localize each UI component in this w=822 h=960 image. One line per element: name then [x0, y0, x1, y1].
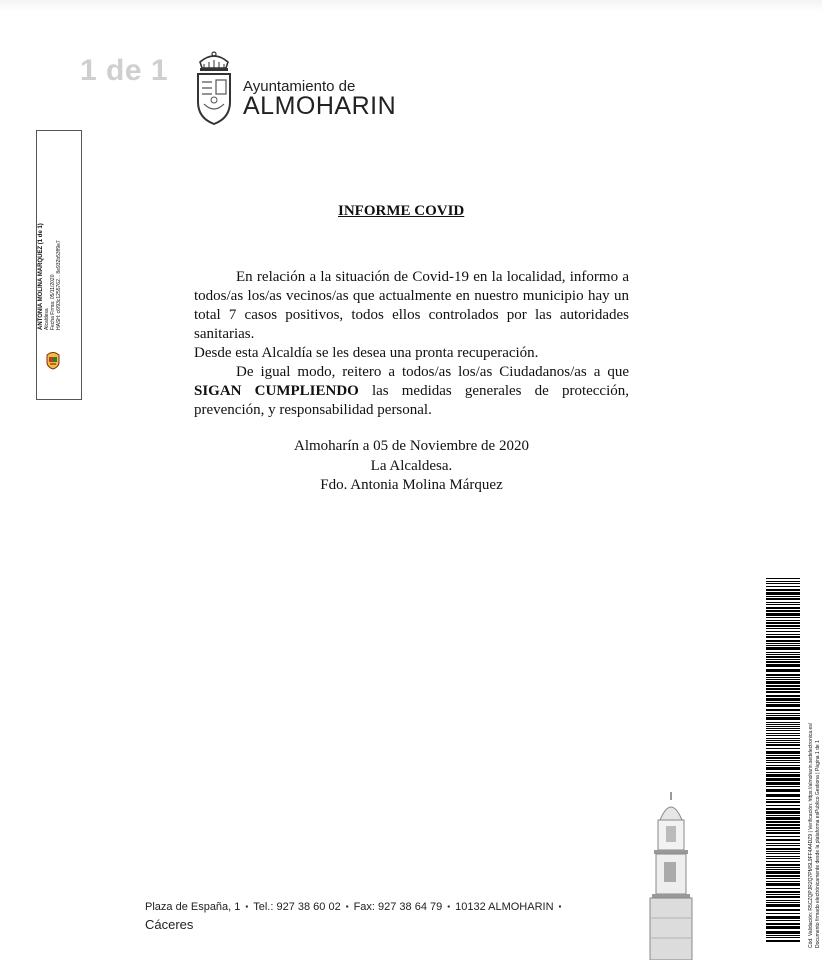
barcode-bar — [766, 909, 800, 911]
signer-name: Fdo. Antonia Molina Márquez — [320, 477, 503, 493]
barcode-bar — [766, 772, 800, 773]
barcode-bar — [766, 726, 800, 727]
barcode-bar — [766, 871, 800, 874]
barcode-bar — [766, 853, 800, 854]
barcode-bar — [766, 786, 800, 787]
barcode-bar — [766, 817, 800, 820]
barcode-bar — [766, 755, 800, 756]
barcode-bar — [766, 717, 800, 720]
barcode-bar — [766, 830, 800, 831]
signer-role: La Alcaldesa. — [370, 457, 453, 474]
barcode-bar — [766, 767, 800, 770]
barcode-bar — [766, 631, 800, 632]
barcode-bar — [766, 664, 800, 667]
barcode-bar — [766, 659, 800, 660]
barcode-bar — [766, 801, 800, 803]
barcode-bar — [766, 661, 800, 663]
barcode-bar — [766, 598, 800, 600]
barcode-bar — [766, 926, 800, 929]
municipal-crest-icon — [190, 48, 238, 128]
barcode-bar — [766, 691, 800, 693]
barcode-bar — [766, 713, 800, 714]
barcode-bar — [766, 827, 800, 829]
barcode-bar — [766, 815, 800, 816]
coat-of-arms-icon — [44, 350, 62, 370]
barcode-bar — [766, 628, 800, 629]
barcode-bar — [766, 636, 800, 638]
barcode-bar — [766, 702, 800, 703]
barcode-bar — [766, 836, 800, 837]
signature-hash: HASH: c6f93c1255762... 8e932b53ff9e7 — [56, 240, 62, 330]
barcode-bar — [766, 861, 800, 862]
barcode-bar — [766, 774, 800, 777]
barcode-bar — [766, 765, 800, 766]
footer-separator: ▪ — [447, 902, 451, 911]
barcode-bar — [766, 900, 800, 901]
footer-separator: ▪ — [245, 902, 249, 911]
barcode-bar — [766, 698, 800, 701]
validation-text — [808, 618, 822, 948]
validation-line-1: Cód. Validación: R5CZQPJR2Q7PMSL9FF4A4DZ9 | Verificación: https://almoharin.sedelectronica.es/ — [808, 722, 814, 948]
barcode-bar — [766, 722, 800, 723]
barcode-bar — [766, 923, 800, 925]
barcode-bar — [766, 742, 800, 743]
barcode-bar — [766, 744, 800, 746]
footer-address: Plaza de España, 1 — [145, 901, 241, 913]
barcode-bar — [766, 875, 800, 877]
barcode-bar — [766, 645, 800, 646]
barcode-bar — [766, 613, 800, 616]
barcode-bar — [766, 843, 800, 844]
barcode-bar — [766, 583, 800, 584]
barcode-bar — [766, 728, 800, 729]
barcode-icon — [766, 578, 800, 942]
barcode-bar — [766, 688, 800, 690]
barcode-bar — [766, 856, 800, 857]
barcode-bar — [766, 709, 800, 711]
barcode-bar — [766, 685, 800, 687]
page-counter: 1 de 1 — [80, 54, 169, 87]
barcode-bar — [766, 869, 800, 870]
barcode-bar — [766, 864, 800, 866]
barcode-bar — [766, 883, 800, 886]
barcode-bar — [766, 738, 800, 739]
barcode-bar — [766, 679, 800, 680]
letterhead-line1: Ayuntamiento de — [243, 78, 356, 95]
footer-tel: Tel.: 927 38 60 02 — [253, 901, 341, 913]
barcode-bar — [766, 669, 800, 672]
document-title: INFORME COVID — [338, 203, 465, 219]
paragraph-3-start: De igual modo, reitero a todos/as los/as Ciudadanos/as a que — [236, 364, 629, 380]
validation-line-2: Documento firmado electrónicamente desde la plataforma esPublico Gestiona | Página 1 de 1 — [815, 740, 821, 948]
paragraph-3 — [194, 363, 629, 420]
barcode-bar — [766, 730, 800, 731]
paragraph-2: Desde esta Alcaldía se les desea una pronta recuperación. — [194, 345, 539, 361]
barcode-bar — [766, 937, 800, 938]
barcode-bar — [766, 589, 800, 591]
closing-block — [194, 437, 629, 496]
footer-province: Cáceres — [145, 917, 194, 932]
barcode-bar — [766, 757, 800, 759]
barcode-bar — [766, 782, 800, 785]
barcode-bar — [766, 811, 800, 814]
barcode-bar — [766, 851, 800, 852]
place-date: Almoharín a 05 de Noviembre de 2020 — [294, 438, 529, 454]
barcode-bar — [766, 695, 800, 697]
barcode-bar — [766, 733, 800, 734]
barcode-bar — [766, 848, 800, 850]
barcode-bar — [766, 640, 800, 642]
barcode-bar — [766, 839, 800, 841]
barcode-bar — [766, 805, 800, 806]
barcode-bar — [766, 622, 800, 624]
barcode-bar — [766, 704, 800, 707]
barcode-bar — [766, 808, 800, 810]
barcode-bar — [766, 799, 800, 800]
barcode-bar — [766, 674, 800, 676]
barcode-bar — [766, 581, 800, 582]
letterhead — [243, 78, 396, 121]
barcode-bar — [766, 610, 800, 612]
barcode-bar — [766, 920, 800, 921]
signature-date: Fecha Firma: 05/11/2020 — [50, 274, 56, 330]
barcode-bar — [766, 578, 800, 579]
footer — [145, 898, 566, 934]
letterhead-line2: ALMOHARIN — [243, 92, 397, 120]
barcode-bar — [766, 867, 800, 868]
barcode-bar — [766, 647, 800, 650]
barcode-bar — [766, 891, 800, 893]
barcode-bar — [766, 607, 800, 609]
barcode-bar — [766, 824, 800, 826]
footer-separator: ▪ — [558, 902, 562, 911]
footer-fax: Fax: 927 38 64 79 — [353, 901, 443, 913]
barcode-bar — [766, 586, 800, 587]
barcode-bar — [766, 715, 800, 716]
barcode-bar — [766, 894, 800, 895]
barcode-bar — [766, 760, 800, 761]
barcode-bar — [766, 677, 800, 678]
barcode-bar — [766, 740, 800, 741]
barcode-bar — [766, 832, 800, 834]
barcode-bar — [766, 724, 800, 725]
barcode-bar — [766, 643, 800, 644]
barcode-bar — [766, 878, 800, 879]
barcode-bar — [766, 652, 800, 653]
barcode-bar — [766, 821, 800, 823]
document-body — [194, 268, 629, 420]
barcode-bar — [766, 596, 800, 597]
barcode-bar — [766, 845, 800, 846]
barcode-bar — [766, 617, 800, 618]
signature-text — [38, 140, 62, 330]
barcode-bar — [766, 904, 800, 907]
footer-postal: 10132 ALMOHARIN — [455, 901, 554, 913]
barcode-bar — [766, 931, 800, 934]
barcode-bar — [766, 789, 800, 792]
paragraph-1: En relación a la situación de Covid-19 en la localidad, informo a todos/as los/as vecinos/as que actualmente en nuestro municipio hay un total 7 casos positivos, todos ellos controlados por las autoridades sanitarias. — [194, 269, 629, 342]
barcode-bar — [766, 602, 800, 603]
barcode-bar — [766, 881, 800, 882]
barcode-bar — [766, 902, 800, 903]
barcode-bar — [766, 625, 800, 627]
paragraph-3-emphasis: SIGAN CUMPLIENDO — [194, 383, 359, 399]
barcode-bar — [766, 748, 800, 749]
barcode-bar — [766, 681, 800, 684]
barcode-bar — [766, 592, 800, 595]
barcode-bar — [766, 916, 800, 919]
barcode-bar — [766, 935, 800, 936]
barcode-bar — [766, 858, 800, 859]
barcode-bar — [766, 620, 800, 621]
barcode-bar — [766, 896, 800, 898]
barcode-bar — [766, 751, 800, 754]
barcode-bar — [766, 940, 800, 942]
barcode-bar — [766, 762, 800, 763]
barcode-bar — [766, 913, 800, 914]
signer-role-stamp: Alcaldesa — [44, 308, 50, 330]
paragraph-3-end: las medidas generales de protección, prevención, y responsabilidad personal. — [194, 383, 629, 418]
barcode-bar — [766, 654, 800, 655]
barcode-bar — [766, 634, 800, 635]
footer-separator: ▪ — [345, 902, 349, 911]
barcode-bar — [766, 778, 800, 781]
barcode-bar — [766, 735, 800, 736]
barcode-bar — [766, 794, 800, 797]
barcode-bar — [766, 656, 800, 658]
barcode-bar — [766, 604, 800, 605]
barcode-bar — [766, 888, 800, 889]
signer-name-stamp: ANTONIA MOLINA MARQUEZ (1 de 1) — [38, 223, 44, 330]
church-tower-icon — [640, 790, 702, 960]
